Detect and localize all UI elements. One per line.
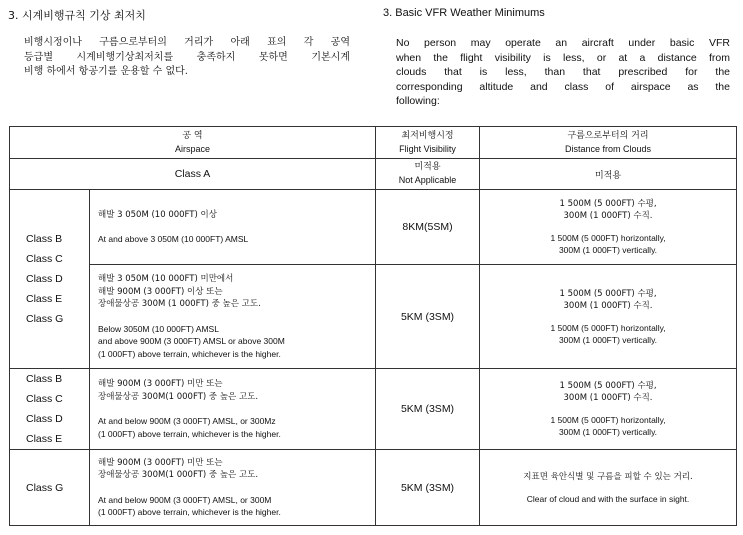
group1-mid-description (90, 265, 376, 369)
desc-en-3: (1 000FT) above terrain, whichever is the higher. (98, 348, 281, 359)
group1-mid-distance (480, 265, 737, 369)
dist-ko-1: 1 500M (5 000FT) 수평, (559, 381, 657, 391)
class-a-visibility-ko: 미적용 (414, 162, 441, 172)
desc-ko-3: 장애물상공 300M (1 000FT) 중 높은 고도. (98, 299, 261, 309)
group2-distance (480, 369, 737, 450)
class-a-distance: 미적용 (480, 159, 737, 190)
desc-en-2: (1 000FT) above terrain, whichever is the higher. (98, 428, 281, 439)
class-label: Class D (26, 273, 63, 285)
korean-paragraph (24, 36, 350, 80)
desc-ko-1: 해발 900M (3 000FT) 미만 또는 (98, 457, 223, 468)
korean-paragraph-line: 비행 하에서 항공기를 운용할 수 없다. (24, 66, 188, 77)
distance-header-ko: 구름으로부터의 거리 (567, 130, 649, 141)
english-paragraph-line: following: (396, 95, 440, 107)
english-paragraph-line: clouds that is less, than that prescribed for the (396, 66, 730, 78)
table-row-group1-high (10, 190, 737, 265)
dist-ko-2: 300M (1 000FT) 수직. (563, 211, 653, 221)
desc-ko-2: 장애물상공 300M(1 000FT) 중 높은 고도. (98, 391, 259, 402)
dist-ko-1: 1 500M (5 000FT) 수평, (559, 288, 657, 299)
visibility-header-en: Flight Visibility (399, 143, 456, 154)
english-paragraph-line: No person may operate an aircraft under basic VFR (396, 37, 730, 49)
dist-en-2: 300M (1 000FT) vertically. (558, 334, 658, 345)
group2-classes (10, 369, 90, 450)
english-section-heading: 3. Basic VFR Weather Minimums (383, 7, 545, 19)
desc-ko-2: 해발 900M (3 000FT) 이상 또는 (98, 286, 223, 297)
group3-distance (480, 450, 737, 526)
visibility-header (376, 127, 480, 159)
desc-ko: 해발 3 050M (10 000FT) 이상 (98, 209, 217, 220)
desc-ko-1: 해발 3 050M (10 000FT) 미만에서 (98, 274, 234, 284)
distance-header-en: Distance from Clouds (564, 143, 652, 154)
dist-ko-1: 1 500M (5 000FT) 수평, (559, 199, 657, 209)
table-row-class-a (10, 159, 737, 190)
class-a-visibility-en: Not Applicable (398, 175, 457, 185)
korean-paragraph-line: 등급별 시계비행기상최저치를 충족하지 못하면 기본시계 (24, 51, 350, 63)
class-a-label: Class A (10, 159, 376, 190)
dist-en-1: 1 500M (5 000FT) horizontally, (550, 233, 666, 243)
visibility-header-ko: 최저비행시정 (401, 130, 454, 141)
vfr-minimums-table (9, 126, 737, 526)
class-label: Class D (26, 413, 63, 425)
group2-description (90, 369, 376, 450)
group3-classes (10, 450, 90, 526)
dist-en: Clear of cloud and with the surface in sight. (526, 493, 690, 504)
group1-high-visibility: 8KM(5SM) (376, 190, 480, 265)
group1-mid-visibility: 5KM (3SM) (376, 265, 480, 369)
group2-visibility: 5KM (3SM) (376, 369, 480, 450)
airspace-header-ko: 공 역 (182, 130, 203, 141)
dist-ko: 지표면 육안식별 및 구름을 피할 수 있는 거리. (523, 471, 693, 482)
dist-en-2: 300M (1 000FT) vertically. (558, 245, 658, 255)
dist-ko-2: 300M (1 000FT) 수직. (563, 300, 653, 311)
english-paragraph (396, 36, 730, 109)
desc-en-1: At and below 900M (3 000FT) AMSL, or 300Mz (98, 416, 276, 426)
table-row-group2 (10, 369, 737, 450)
class-a-visibility (376, 159, 480, 190)
class-label: Class E (26, 433, 63, 445)
desc-ko-1: 해발 900M (3 000FT) 미만 또는 (98, 379, 223, 389)
desc-en-2: (1 000FT) above terrain, whichever is the higher. (98, 507, 281, 517)
korean-paragraph-line: 비행시정이나 구름으로부터의 거리가 아래 표의 각 공역 (24, 37, 350, 48)
group3-visibility: 5KM (3SM) (376, 450, 480, 526)
group3-description (90, 450, 376, 526)
desc-en-1: At and below 900M (3 000FT) AMSL, or 300M (98, 494, 272, 505)
class-label: Class B (26, 373, 63, 385)
dist-en-2: 300M (1 000FT) vertically. (558, 427, 658, 437)
class-label: Class C (26, 393, 63, 405)
table-row-group3 (10, 450, 737, 526)
group1-classes (10, 190, 90, 369)
class-label: Class G (26, 481, 64, 494)
class-label: Class B (26, 233, 63, 245)
english-paragraph-line: when the flight visibility is less, or at a distance from (396, 51, 730, 64)
class-label: Class C (26, 253, 63, 265)
english-paragraph-line: corresponding altitude and class of airspace as the (396, 80, 730, 93)
airspace-header (10, 127, 376, 159)
dist-en-1: 1 500M (5 000FT) horizontally, (550, 415, 666, 425)
group1-high-distance (480, 190, 737, 265)
distance-header (480, 127, 737, 159)
class-label: Class E (26, 293, 63, 305)
table-row-group1-mid (10, 265, 737, 369)
airspace-header-en: Airspace (175, 143, 211, 154)
desc-en: At and above 3 050M (10 000FT) AMSL (98, 234, 249, 244)
korean-section-heading: 3. 시계비행규칙 기상 최저치 (8, 9, 146, 22)
desc-ko-2: 장애물상공 300M(1 000FT) 중 높은 고도. (98, 470, 259, 480)
group1-high-description (90, 190, 376, 265)
dist-ko-2: 300M (1 000FT) 수직. (563, 393, 653, 403)
dist-en-1: 1 500M (5 000FT) horizontally, (550, 322, 666, 333)
table-header-row (10, 127, 737, 159)
class-label: Class G (26, 313, 64, 325)
desc-en-1: Below 3050M (10 000FT) AMSL (98, 323, 219, 334)
desc-en-2: and above 900M (3 000FT) AMSL or above 300M (98, 336, 285, 346)
